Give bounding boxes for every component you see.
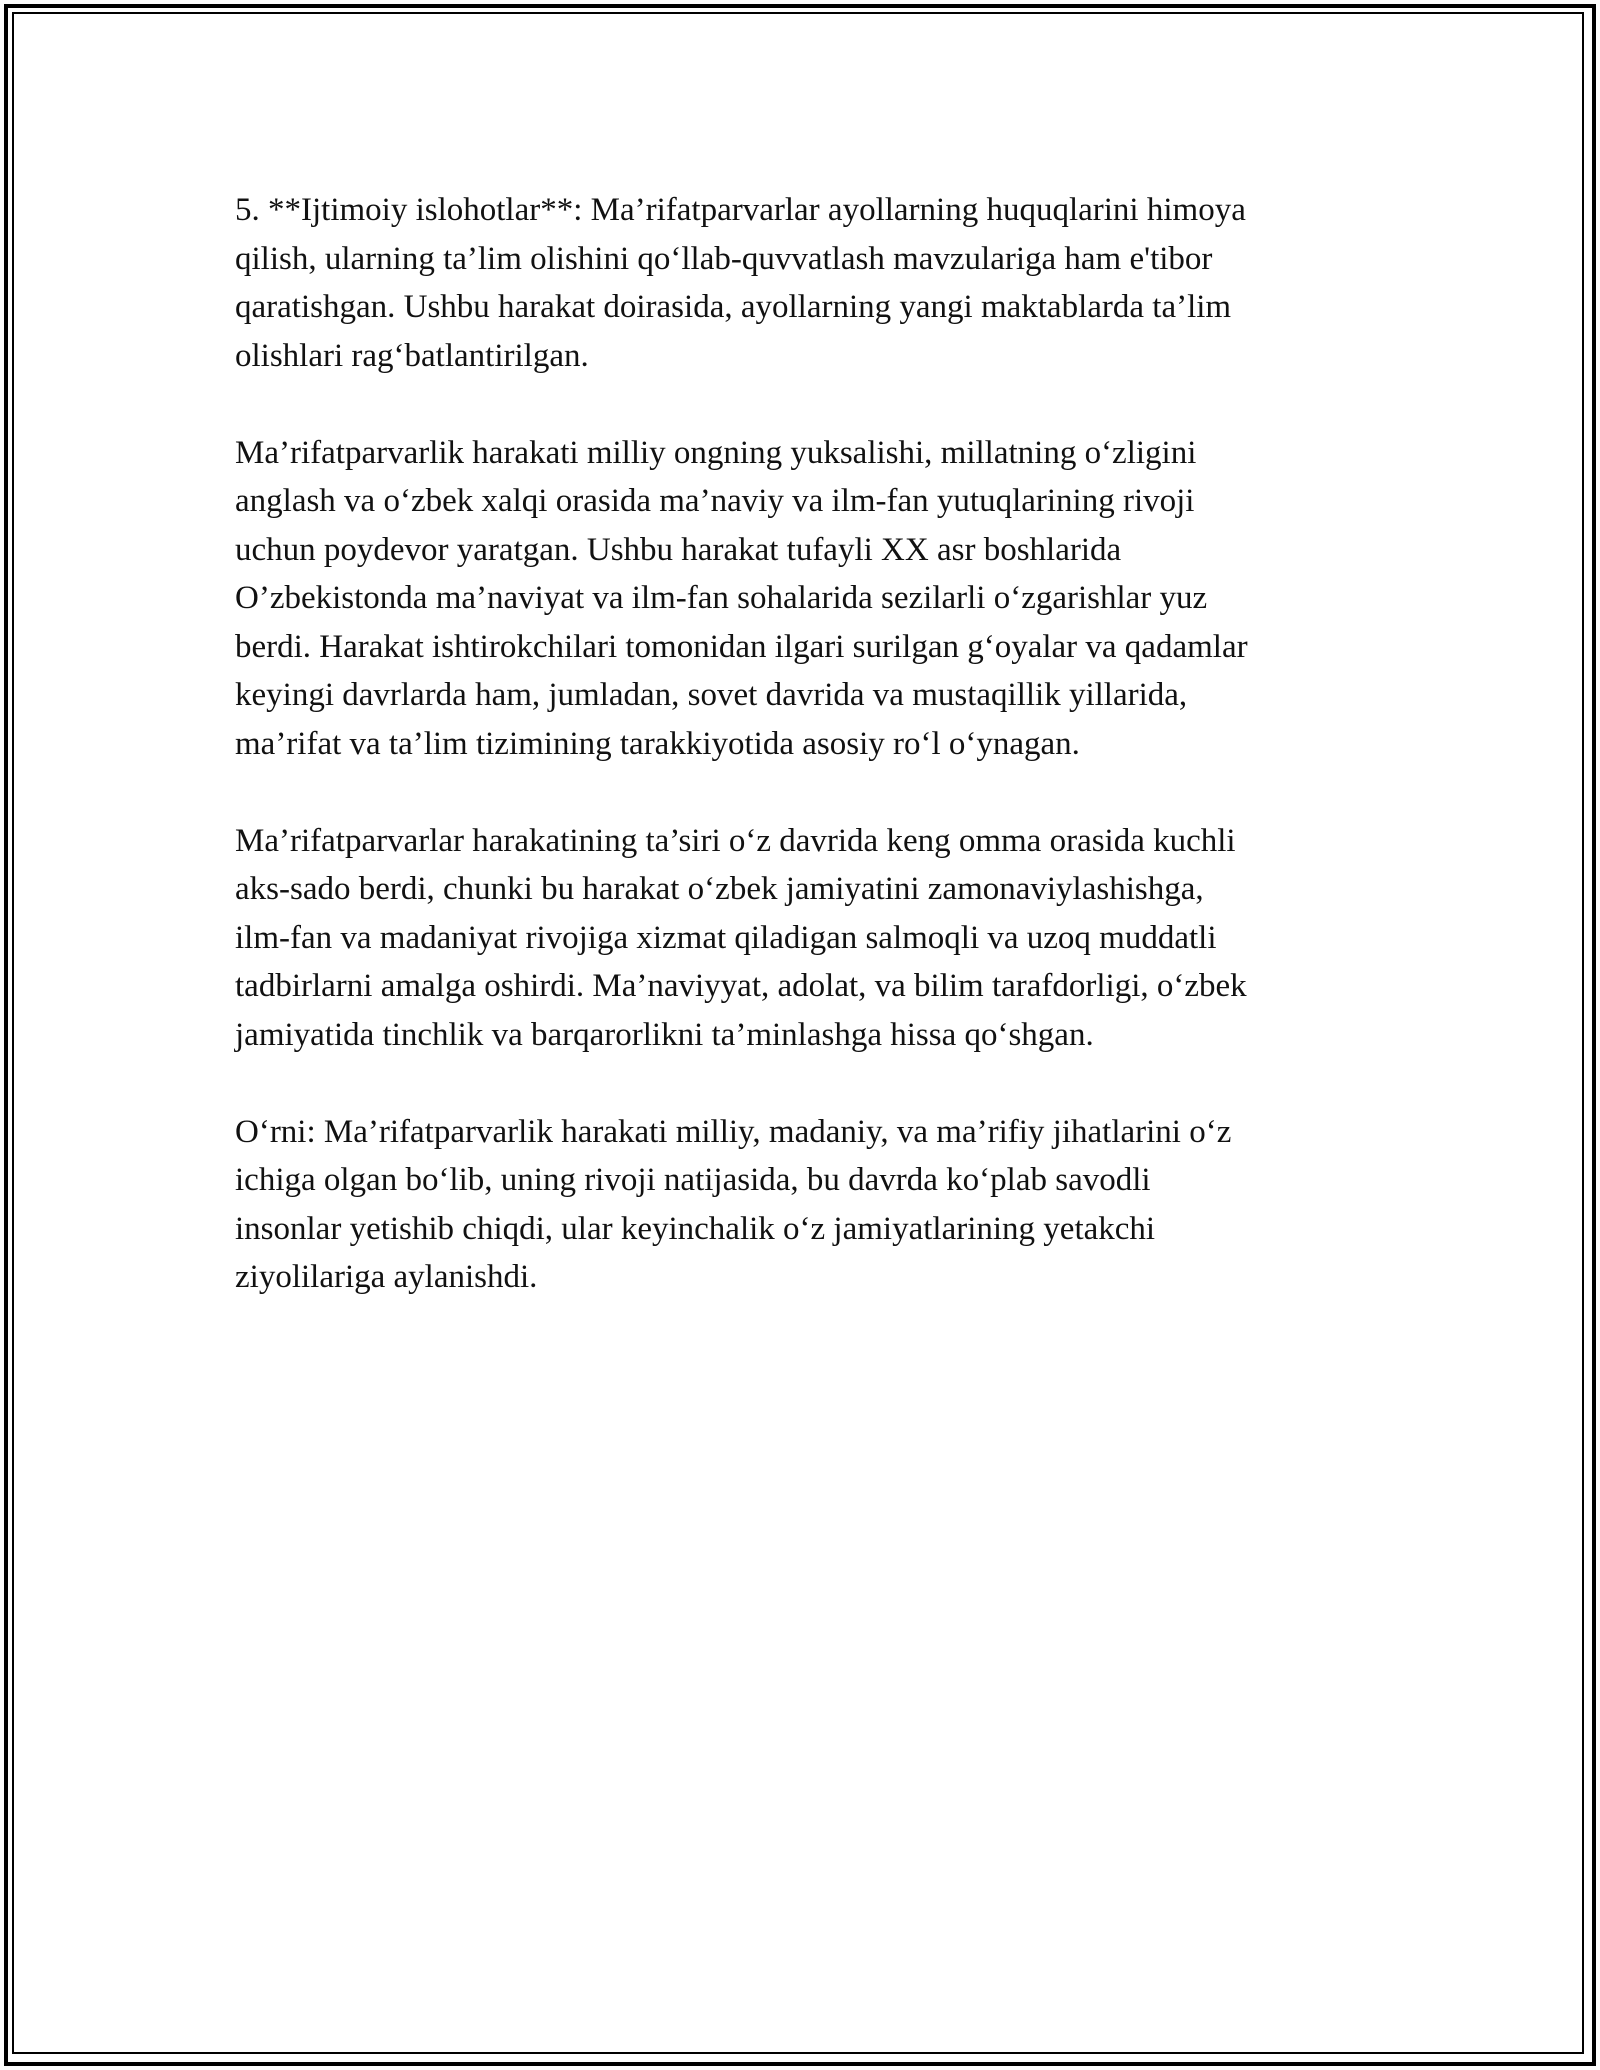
text-line: ichiga olgan bo‘lib, uning rivoji natijasida, bu davrda ko‘plab savodli xyxy=(235,1162,1151,1198)
paragraph-movement-influence xyxy=(235,817,1370,1060)
paragraph-social-reforms xyxy=(235,186,1370,380)
text-line: ma’rifat va ta’lim tizimining tarakkiyotida asosiy ro‘l o‘ynagan. xyxy=(235,725,1080,762)
paragraph-role xyxy=(235,1108,1370,1302)
text-line: Ma’rifatparvarlik harakati milliy ongning yuksalishi, millatning o‘zligini xyxy=(235,434,1197,471)
text-line: keyingi davrlarda ham, jumladan, sovet davrida va mustaqillik yillarida, xyxy=(235,677,1188,713)
text-line: 5. **Ijtimoiy islohotlar**: Ma’rifatparvarlar ayollarning huquqlarini himoya xyxy=(235,192,1246,228)
text-line: tadbirlarni amalga oshirdi. Ma’naviyyat, adolat, va bilim tarafdorligi, o‘zbek xyxy=(235,968,1247,1004)
text-line: ilm-fan va madaniyat rivojiga xizmat qiladigan salmoqli va uzoq muddatli xyxy=(235,919,1217,956)
document-body xyxy=(235,186,1370,1350)
text-line: olishlari rag‘batlantirilgan. xyxy=(235,337,589,374)
text-line: O‘rni: Ma’rifatparvarlik harakati milliy, madaniy, va ma’rifiy jihatlarini o‘z xyxy=(235,1113,1232,1150)
text-line: Ma’rifatparvarlar harakatining ta’siri o‘z davrida keng omma orasida kuchli xyxy=(235,822,1236,859)
text-line: qaratishgan. Ushbu harakat doirasida, ayollarning yangi maktablarda ta’lim xyxy=(235,289,1232,325)
text-line: berdi. Harakat ishtirokchilari tomonidan ilgari surilgan g‘oyalar va qadamlar xyxy=(235,628,1248,665)
text-line: aks-sado berdi, chunki bu harakat o‘zbek jamiyatini zamonaviylashishga, xyxy=(235,871,1204,907)
text-line: jamiyatida tinchlik va barqarorlikni ta’minlashga hissa qo‘shgan. xyxy=(235,1016,1094,1053)
text-line: anglash va o‘zbek xalqi orasida ma’naviy va ilm-fan yutuqlarining rivoji xyxy=(235,483,1195,519)
text-line: uchun poydevor yaratgan. Ushbu harakat tufayli XX asr boshlarida xyxy=(235,531,1122,568)
text-line: ziyolilariga aylanishdi. xyxy=(235,1259,538,1295)
text-line: insonlar yetishib chiqdi, ular keyinchalik o‘z jamiyatlarining yetakchi xyxy=(235,1210,1156,1247)
text-line: qilish, ularning ta’lim olishini qo‘llab-quvvatlash mavzulariga ham e'tibor xyxy=(235,240,1213,277)
text-line: O’zbekistonda ma’naviyat va ilm-fan sohalarida sezilarli o‘zgarishlar yuz xyxy=(235,580,1208,616)
paragraph-national-consciousness xyxy=(235,429,1370,769)
